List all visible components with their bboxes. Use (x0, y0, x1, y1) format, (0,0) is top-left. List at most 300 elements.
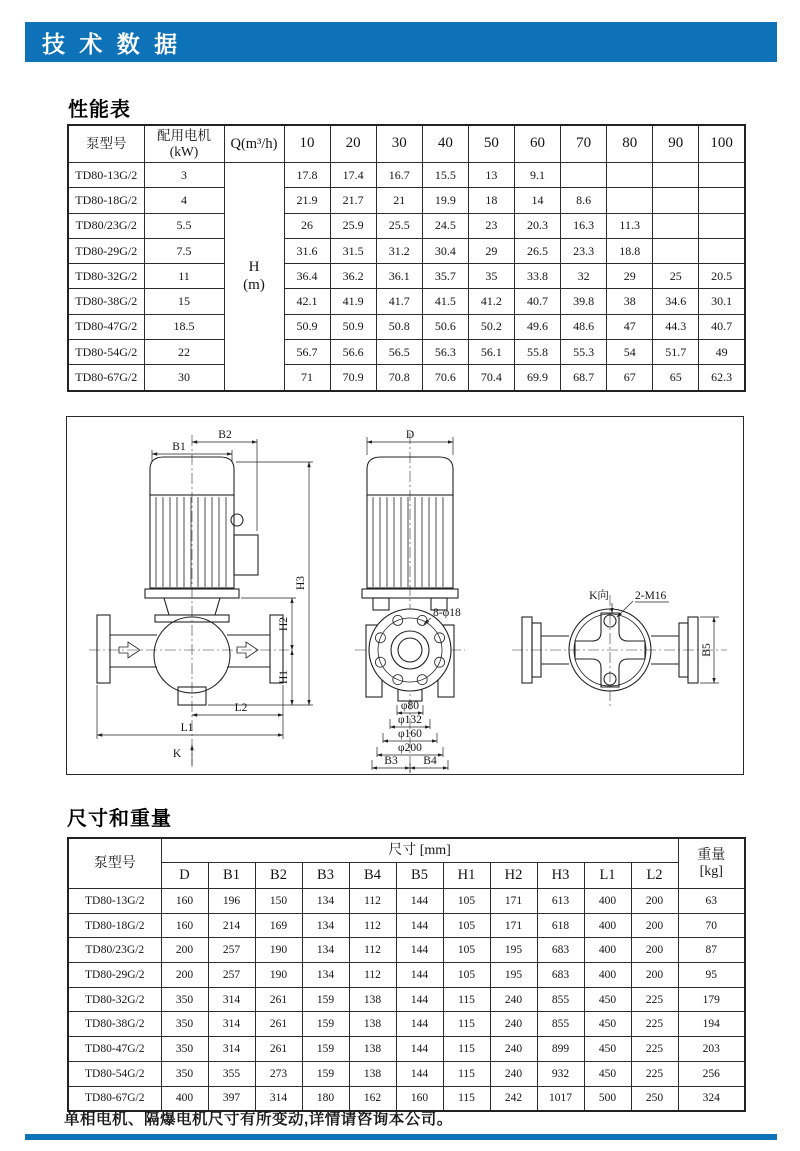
performance-table-row (68, 264, 745, 289)
head-value-cell: 16.7 (376, 163, 422, 188)
dimension-value-cell: 115 (443, 1037, 490, 1062)
dimension-value-cell: 196 (208, 889, 255, 914)
pump-model-cell: TD80-54G/2 (68, 340, 144, 365)
head-value-cell: 32 (561, 264, 607, 289)
pump-model-cell: TD80-18G/2 (68, 913, 161, 938)
head-value-cell (607, 163, 653, 188)
head-value-cell: 56.6 (330, 340, 376, 365)
dimension-value-cell: 350 (161, 987, 208, 1012)
dimension-value-cell: 105 (443, 963, 490, 988)
dimension-value-cell: 683 (537, 938, 584, 963)
pump-model-cell: TD80-38G/2 (68, 289, 144, 314)
dimension-value-cell: 105 (443, 913, 490, 938)
dimension-value-cell: 134 (302, 889, 349, 914)
banner-title: 技 术 数 据 (42, 30, 182, 57)
dimension-value-cell: 105 (443, 938, 490, 963)
dimension-value-cell: 314 (208, 1037, 255, 1062)
dimension-value-cell: 112 (349, 938, 396, 963)
col-pump-model: 泵型号 (68, 838, 161, 889)
dimensions-table-row (68, 1061, 745, 1086)
head-value-cell: 56.3 (422, 340, 468, 365)
head-value-cell (699, 238, 745, 263)
performance-table-row (68, 213, 745, 238)
head-value-cell: 9.1 (514, 163, 560, 188)
motor-power-cell: 4 (144, 188, 224, 213)
head-value-cell: 42.1 (284, 289, 330, 314)
head-value-cell: 38 (607, 289, 653, 314)
head-value-cell: 51.7 (653, 340, 699, 365)
performance-table-row (68, 289, 745, 314)
dimension-value-cell: 350 (161, 1012, 208, 1037)
dimension-value-cell: 171 (490, 913, 537, 938)
head-value-cell: 41.7 (376, 289, 422, 314)
page-banner (25, 22, 777, 62)
head-value-cell: 19.9 (422, 188, 468, 213)
dimension-value-cell: 257 (208, 938, 255, 963)
head-value-cell: 33.8 (514, 264, 560, 289)
pump-model-cell: TD80-13G/2 (68, 889, 161, 914)
dim-label-b3: B3 (384, 755, 398, 767)
dimension-value-cell: 134 (302, 913, 349, 938)
col-b2: B2 (255, 863, 302, 889)
head-value-cell: 29 (607, 264, 653, 289)
head-value-cell: 30.1 (699, 289, 745, 314)
dimension-value-cell: 162 (349, 1086, 396, 1111)
dimension-value-cell: 159 (302, 987, 349, 1012)
head-value-cell: 40.7 (699, 314, 745, 339)
dimension-value-cell: 350 (161, 1061, 208, 1086)
dimension-value-cell: 250 (631, 1086, 678, 1111)
head-value-cell: 41.2 (468, 289, 514, 314)
head-value-cell: 49.6 (514, 314, 560, 339)
dim-label-b1: B1 (172, 441, 186, 453)
dimension-value-cell: 112 (349, 913, 396, 938)
dim-label-l1: L1 (180, 722, 194, 734)
dimension-value-cell: 450 (584, 1037, 631, 1062)
dimension-value-cell: 240 (490, 987, 537, 1012)
dimension-value-cell: 144 (396, 913, 443, 938)
dimension-value-cell: 240 (490, 1061, 537, 1086)
head-value-cell: 13 (468, 163, 514, 188)
dimension-value-cell: 144 (396, 987, 443, 1012)
col-motor-power: 配用电机 (kW) (144, 125, 224, 163)
head-value-cell: 8.6 (561, 188, 607, 213)
head-value-cell: 56.1 (468, 340, 514, 365)
dimensions-table-body (68, 889, 745, 1112)
head-value-cell: 24.5 (422, 213, 468, 238)
dimensions-table-row (68, 987, 745, 1012)
col-weight: 重量 [kg] (678, 838, 745, 889)
dimension-value-cell: 273 (255, 1061, 302, 1086)
dim-label-b2: B2 (218, 429, 232, 441)
head-value-cell: 20.5 (699, 264, 745, 289)
dimensions-header-row-1 (68, 838, 745, 863)
dimension-value-cell: 314 (208, 1012, 255, 1037)
motor-power-cell: 11 (144, 264, 224, 289)
dimension-value-cell: 225 (631, 987, 678, 1012)
col-l1: L1 (584, 863, 631, 889)
dim-label-phi200: φ200 (398, 742, 422, 754)
dimension-value-cell: 240 (490, 1037, 537, 1062)
weight-cell: 324 (678, 1086, 745, 1111)
dimension-value-cell: 169 (255, 913, 302, 938)
dimension-value-cell: 450 (584, 1012, 631, 1037)
head-value-cell: 44.3 (653, 314, 699, 339)
head-value-cell: 54 (607, 340, 653, 365)
pump-model-cell: TD80-47G/2 (68, 314, 144, 339)
dimension-value-cell: 159 (302, 1061, 349, 1086)
dimension-value-cell: 397 (208, 1086, 255, 1111)
performance-table-row (68, 314, 745, 339)
col-b1: B1 (208, 863, 255, 889)
motor-power-cell: 15 (144, 289, 224, 314)
head-value-cell: 23.3 (561, 238, 607, 263)
head-value-cell: 67 (607, 365, 653, 391)
head-value-cell: 15.5 (422, 163, 468, 188)
head-value-cell: 50.2 (468, 314, 514, 339)
pump-model-cell: TD80-67G/2 (68, 365, 144, 391)
col-flow-10: 10 (284, 125, 330, 163)
dimension-value-cell: 159 (302, 1012, 349, 1037)
dimension-value-cell: 1017 (537, 1086, 584, 1111)
head-value-cell: 11.3 (607, 213, 653, 238)
dimension-value-cell: 144 (396, 963, 443, 988)
dimension-value-cell: 160 (161, 913, 208, 938)
dimension-value-cell: 115 (443, 987, 490, 1012)
performance-header-row (68, 125, 745, 163)
head-value-cell: 48.6 (561, 314, 607, 339)
dimension-value-cell: 138 (349, 1037, 396, 1062)
head-value-cell (699, 188, 745, 213)
head-value-cell: 50.6 (422, 314, 468, 339)
dimension-value-cell: 138 (349, 1012, 396, 1037)
dimension-value-cell: 214 (208, 913, 255, 938)
head-value-cell: 25.9 (330, 213, 376, 238)
head-value-cell: 70.6 (422, 365, 468, 391)
dimension-value-cell: 112 (349, 963, 396, 988)
dimension-value-cell: 613 (537, 889, 584, 914)
head-value-cell: 18.8 (607, 238, 653, 263)
col-flow-80: 80 (607, 125, 653, 163)
dim-label-phi132: φ132 (398, 714, 422, 726)
head-value-cell: 55.3 (561, 340, 607, 365)
col-flow-50: 50 (468, 125, 514, 163)
dim-label-b4: B4 (423, 755, 437, 767)
head-value-cell: 50.9 (330, 314, 376, 339)
head-value-cell: 20.3 (514, 213, 560, 238)
dimension-value-cell: 261 (255, 1037, 302, 1062)
dimension-value-cell: 112 (349, 889, 396, 914)
dimensions-table-row (68, 963, 745, 988)
dimension-value-cell: 115 (443, 1012, 490, 1037)
head-value-cell: 65 (653, 365, 699, 391)
head-value-cell (699, 213, 745, 238)
dimension-value-cell: 138 (349, 1061, 396, 1086)
pump-model-cell: TD80-29G/2 (68, 963, 161, 988)
dim-label-phi80: φ80 (400, 700, 420, 712)
head-value-cell: 47 (607, 314, 653, 339)
head-value-cell: 31.5 (330, 238, 376, 263)
dimension-value-cell: 138 (349, 987, 396, 1012)
head-value-cell (699, 163, 745, 188)
dimension-value-cell: 200 (631, 913, 678, 938)
head-value-cell (653, 213, 699, 238)
dimension-value-cell: 855 (537, 987, 584, 1012)
head-value-cell: 31.6 (284, 238, 330, 263)
head-value-cell: 21.9 (284, 188, 330, 213)
head-value-cell: 70.9 (330, 365, 376, 391)
head-value-cell (653, 238, 699, 263)
dimension-value-cell: 355 (208, 1061, 255, 1086)
head-value-cell: 68.7 (561, 365, 607, 391)
pump-model-cell: TD80-38G/2 (68, 1012, 161, 1037)
col-h3: H3 (537, 863, 584, 889)
head-value-cell: 35.7 (422, 264, 468, 289)
dimension-value-cell: 200 (631, 963, 678, 988)
dim-label-d: D (405, 429, 415, 441)
dimension-value-cell: 105 (443, 889, 490, 914)
motor-power-cell: 18.5 (144, 314, 224, 339)
dimension-value-cell: 144 (396, 1061, 443, 1086)
dimension-value-cell: 160 (161, 889, 208, 914)
col-flow-70: 70 (561, 125, 607, 163)
dimension-value-cell: 261 (255, 1012, 302, 1037)
dimension-value-cell: 314 (208, 987, 255, 1012)
motor-power-cell: 3 (144, 163, 224, 188)
pump-dimension-drawing (66, 416, 744, 775)
head-value-cell: 30.4 (422, 238, 468, 263)
col-h2: H2 (490, 863, 537, 889)
dimension-value-cell: 314 (255, 1086, 302, 1111)
dimension-value-cell: 195 (490, 938, 537, 963)
head-value-cell: 40.7 (514, 289, 560, 314)
pump-model-cell: TD80-32G/2 (68, 264, 144, 289)
head-value-cell: 21 (376, 188, 422, 213)
head-value-cell: 36.1 (376, 264, 422, 289)
head-value-cell: 25 (653, 264, 699, 289)
dim-label-l2: L2 (234, 702, 248, 714)
dimension-value-cell: 160 (396, 1086, 443, 1111)
motor-power-cell: 30 (144, 365, 224, 391)
dimension-value-cell: 144 (396, 889, 443, 914)
dimension-value-cell: 242 (490, 1086, 537, 1111)
dimension-value-cell: 180 (302, 1086, 349, 1111)
dimension-value-cell: 400 (161, 1086, 208, 1111)
head-value-cell: 25.5 (376, 213, 422, 238)
col-flow-60: 60 (514, 125, 560, 163)
performance-section-title: 性能表 (68, 99, 131, 121)
dimension-value-cell: 932 (537, 1061, 584, 1086)
dimension-value-cell: 240 (490, 1012, 537, 1037)
head-value-cell: 39.8 (561, 289, 607, 314)
head-value-cell: 56.5 (376, 340, 422, 365)
dimension-value-cell: 171 (490, 889, 537, 914)
dimension-value-cell: 134 (302, 963, 349, 988)
dimensions-section-title: 尺寸和重量 (67, 808, 172, 830)
dimension-value-cell: 200 (631, 889, 678, 914)
dim-label-phi160: φ160 (398, 728, 422, 740)
performance-table-row (68, 238, 745, 263)
head-value-cell: 18 (468, 188, 514, 213)
dimension-value-cell: 683 (537, 963, 584, 988)
head-value-cell (653, 188, 699, 213)
dimension-value-cell: 144 (396, 1012, 443, 1037)
dimension-value-cell: 115 (443, 1061, 490, 1086)
pump-model-cell: TD80-54G/2 (68, 1061, 161, 1086)
dim-label-h3: H3 (295, 575, 307, 591)
pump-model-cell: TD80-18G/2 (68, 188, 144, 213)
dimension-value-cell: 350 (161, 1037, 208, 1062)
dimension-value-cell: 225 (631, 1012, 678, 1037)
head-value-cell: 14 (514, 188, 560, 213)
weight-cell: 194 (678, 1012, 745, 1037)
head-value-cell: 17.4 (330, 163, 376, 188)
head-value-cell: 34.6 (653, 289, 699, 314)
motor-power-cell: 5.5 (144, 213, 224, 238)
col-flow-100: 100 (699, 125, 745, 163)
performance-table-body (68, 163, 745, 391)
dimensions-table (67, 837, 746, 1112)
pump-model-cell: TD80/23G/2 (68, 213, 144, 238)
head-value-cell: 70.8 (376, 365, 422, 391)
head-value-cell: 16.3 (561, 213, 607, 238)
dimension-value-cell: 225 (631, 1037, 678, 1062)
col-flow-40: 40 (422, 125, 468, 163)
dimension-value-cell: 190 (255, 938, 302, 963)
dim-label-k-view: K向 (589, 590, 609, 602)
head-value-cell: 36.2 (330, 264, 376, 289)
col-l2: L2 (631, 863, 678, 889)
dimension-value-cell: 159 (302, 1037, 349, 1062)
dimension-value-cell: 855 (537, 1012, 584, 1037)
performance-table-row (68, 365, 745, 391)
dim-label-b5: B5 (701, 643, 713, 657)
dim-label-k: K (172, 748, 182, 760)
pump-model-cell: TD80-32G/2 (68, 987, 161, 1012)
head-value-cell: 71 (284, 365, 330, 391)
head-value-cell: 35 (468, 264, 514, 289)
pump-model-cell: TD80-47G/2 (68, 1037, 161, 1062)
pump-outline-drawing-svg (67, 417, 742, 773)
dim-label-h1: H1 (278, 669, 290, 685)
head-value-cell (561, 163, 607, 188)
weight-cell: 179 (678, 987, 745, 1012)
head-value-cell: 26.5 (514, 238, 560, 263)
dimension-value-cell: 400 (584, 963, 631, 988)
head-value-cell: 26 (284, 213, 330, 238)
weight-cell: 256 (678, 1061, 745, 1086)
head-value-cell: 50.8 (376, 314, 422, 339)
dim-label-bolt-circle: 8-φ18 (433, 607, 461, 619)
col-b5: B5 (396, 863, 443, 889)
head-value-cell: 36.4 (284, 264, 330, 289)
head-value-cell: 56.7 (284, 340, 330, 365)
dimension-value-cell: 261 (255, 987, 302, 1012)
head-value-cell: 55.8 (514, 340, 560, 365)
head-value-cell: 62.3 (699, 365, 745, 391)
dimension-value-cell: 150 (255, 889, 302, 914)
pump-model-cell: TD80-29G/2 (68, 238, 144, 263)
dimension-value-cell: 190 (255, 963, 302, 988)
bottom-accent-rule (25, 1134, 777, 1140)
side-view (89, 429, 313, 767)
dimension-value-cell: 450 (584, 987, 631, 1012)
dim-label-2-m16: 2-M16 (635, 590, 667, 602)
head-value-cell: 29 (468, 238, 514, 263)
col-h1: H1 (443, 863, 490, 889)
dimensions-header-row-2 (68, 863, 745, 889)
dimension-value-cell: 450 (584, 1061, 631, 1086)
dimension-value-cell: 200 (631, 938, 678, 963)
col-b4: B4 (349, 863, 396, 889)
dimension-value-cell: 225 (631, 1061, 678, 1086)
head-value-cell: 70.4 (468, 365, 514, 391)
performance-table-row (68, 188, 745, 213)
head-value-cell (607, 188, 653, 213)
motor-power-cell: 7.5 (144, 238, 224, 263)
dimension-value-cell: 500 (584, 1086, 631, 1111)
head-value-cell: 49 (699, 340, 745, 365)
col-b3: B3 (302, 863, 349, 889)
performance-table (67, 124, 746, 392)
pump-model-cell: TD80/23G/2 (68, 938, 161, 963)
dimension-value-cell: 899 (537, 1037, 584, 1062)
dimensions-table-row (68, 913, 745, 938)
dimension-value-cell: 400 (584, 889, 631, 914)
dimension-value-cell: 144 (396, 1037, 443, 1062)
dimension-value-cell: 144 (396, 938, 443, 963)
col-d: D (161, 863, 208, 889)
pump-model-cell: TD80-13G/2 (68, 163, 144, 188)
motor-power-cell: 22 (144, 340, 224, 365)
k-direction-view (512, 588, 727, 709)
performance-table-row (68, 163, 745, 188)
dimensions-table-row (68, 1037, 745, 1062)
dimensions-table-row (68, 1012, 745, 1037)
head-value-cell: 23 (468, 213, 514, 238)
col-flow-label: Q(m³/h) (224, 125, 284, 163)
weight-cell: 95 (678, 963, 745, 988)
dimension-value-cell: 195 (490, 963, 537, 988)
dimension-value-cell: 257 (208, 963, 255, 988)
dimensions-table-row (68, 938, 745, 963)
head-value-cell: 50.9 (284, 314, 330, 339)
dimension-value-cell: 618 (537, 913, 584, 938)
col-flow-30: 30 (376, 125, 422, 163)
col-flow-90: 90 (653, 125, 699, 163)
dimensions-table-row (68, 889, 745, 914)
col-pump-model: 泵型号 (68, 125, 144, 163)
dimension-value-cell: 200 (161, 963, 208, 988)
performance-table-row (68, 340, 745, 365)
dimension-value-cell: 115 (443, 1086, 490, 1111)
head-value-cell: 17.8 (284, 163, 330, 188)
dimension-value-cell: 400 (584, 938, 631, 963)
dimension-value-cell: 134 (302, 938, 349, 963)
dim-label-h2: H2 (278, 616, 290, 632)
size-group-header: 尺寸 [mm] (161, 838, 678, 863)
dimension-value-cell: 400 (584, 913, 631, 938)
weight-cell: 87 (678, 938, 745, 963)
head-value-cell: 69.9 (514, 365, 560, 391)
head-value-cell: 21.7 (330, 188, 376, 213)
weight-cell: 70 (678, 913, 745, 938)
head-value-cell: 31.2 (376, 238, 422, 263)
weight-cell: 203 (678, 1037, 745, 1062)
pump-model-cell: TD80-67G/2 (68, 1086, 161, 1111)
head-unit-merged-cell: H (m) (224, 163, 284, 391)
weight-cell: 63 (678, 889, 745, 914)
